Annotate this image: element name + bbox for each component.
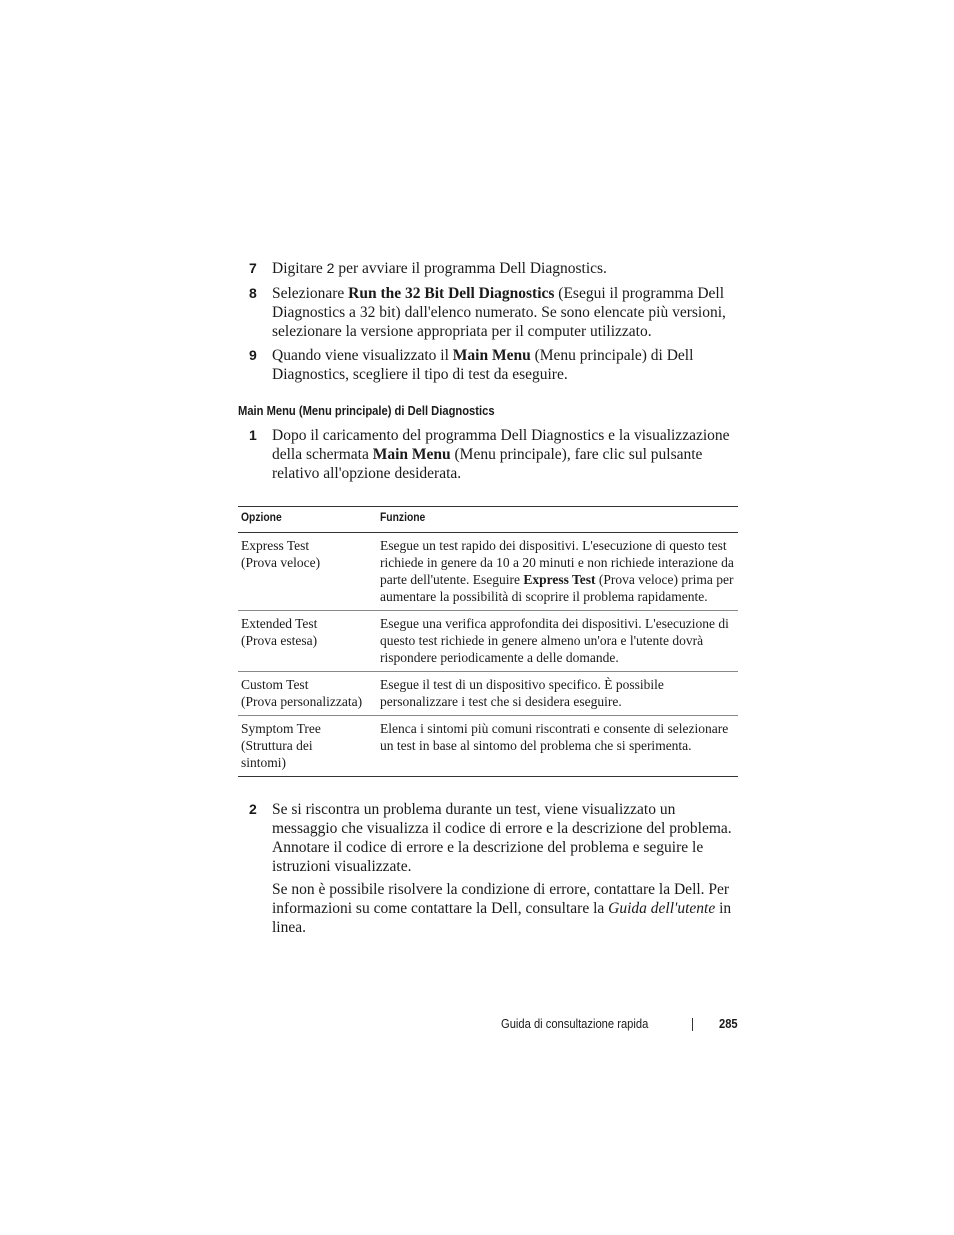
step-number: 2 [249,801,257,817]
header-function: Funzione [377,507,738,533]
table-row [238,716,738,777]
step-text [272,426,739,483]
text-run: Esegue il test di un dispositivo specifico. È possibile personalizzare i test che si desidera eseguire. [380,677,664,709]
option-line: Symptom Tree [241,721,321,736]
option-cell [238,716,377,777]
text-run: Selezionare [272,285,349,302]
option-line: (Prova estesa) [241,633,318,648]
option-line: Express Test [241,538,310,553]
footer-title: Guida di consultazione rapida [501,1016,649,1031]
table-row [238,533,738,611]
closing-paragraph [272,880,739,937]
step-text [272,259,739,278]
function-cell [377,533,738,611]
option-cell [238,672,377,716]
text-run: (Menu principale), fare clic sul pulsante relativo all'opzione desiderata. [272,446,703,482]
function-cell [377,716,738,777]
text-run: Quando viene visualizzato il [272,347,453,364]
option-line: (Struttura dei [241,738,313,753]
step-text [272,800,739,876]
options-table [238,506,738,777]
text-run: Dopo il caricamento del programma Dell Diagnostics e la visualizzazione della schermata [272,427,730,463]
text-run: Se si riscontra un problema durante un test, viene visualizzato un messaggio che visualizza il codice di errore e la descrizione del problema. Annotare il codice di errore e la descrizione del problema e seguire le istruzioni visualizzate. [272,801,732,875]
option-cell [238,533,377,611]
option-line: (Prova personalizzata) [241,694,363,709]
function-cell [377,611,738,672]
text-run: Express Test [523,572,596,587]
text-run: (Prova veloce) prima per aumentare la possibilità di scoprire il problema rapidamente. [380,572,734,604]
text-run: Main Menu [452,347,531,364]
text-run: Guida dell'utente [608,900,716,917]
text-run: (Esegui il programma Dell Diagnostics a 32 bit) dall'elenco numerato. Se sono elencate più versioni, selezionare la versione appropriata per il computer utilizzato. [272,285,726,340]
header-option: Opzione [238,507,377,533]
option-line: (Prova veloce) [241,555,321,570]
text-run: per avviare il programma Dell Diagnostics. [334,260,607,277]
table-header-row [238,507,738,533]
step-number: 9 [249,347,257,363]
option-line: sintomi) [241,755,287,770]
footer-separator [692,1018,693,1031]
option-line: Extended Test [241,616,318,631]
text-run: Run the 32 Bit Dell Diagnostics [348,285,555,302]
option-line: Custom Test [241,677,309,692]
function-cell [377,672,738,716]
text-run: Digitare [272,260,327,277]
text-run: 2 [326,260,335,276]
table-body [238,533,738,777]
text-run: Esegue un test rapido dei dispositivi. L'esecuzione di questo test richiede in genere da 10 a 20 minuti e non richiede interazione da parte dell'utente. Eseguire [380,538,734,587]
step-text [272,284,739,341]
option-cell [238,611,377,672]
section-heading: Main Menu (Menu principale) di Dell Diagnostics [238,403,495,418]
step-number: 7 [249,260,257,276]
step-number: 1 [249,427,257,443]
step-text [272,346,739,384]
step-number: 8 [249,285,257,301]
text-run: Esegue una verifica approfondita dei dispositivi. L'esecuzione di questo test richiede in genere almeno un'ora e l'utente dovrà rispondere periodicamente a delle domande. [380,616,729,665]
table-row [238,672,738,716]
text-run: in linea. [272,900,732,936]
table-row [238,611,738,672]
text-run: Se non è possibile risolvere la condizione di errore, contattare la Dell. Per informazioni su come contattare la Dell, consultare la [272,881,730,917]
text-run: Elenca i sintomi più comuni riscontrati e consente di selezionare un test in base al sintomo del problema che si sperimenta. [380,721,729,753]
text-run: Main Menu [372,446,451,463]
page-number: 285 [719,1016,738,1031]
text-run: (Menu principale) di Dell Diagnostics, scegliere il tipo di test da eseguire. [272,347,694,383]
